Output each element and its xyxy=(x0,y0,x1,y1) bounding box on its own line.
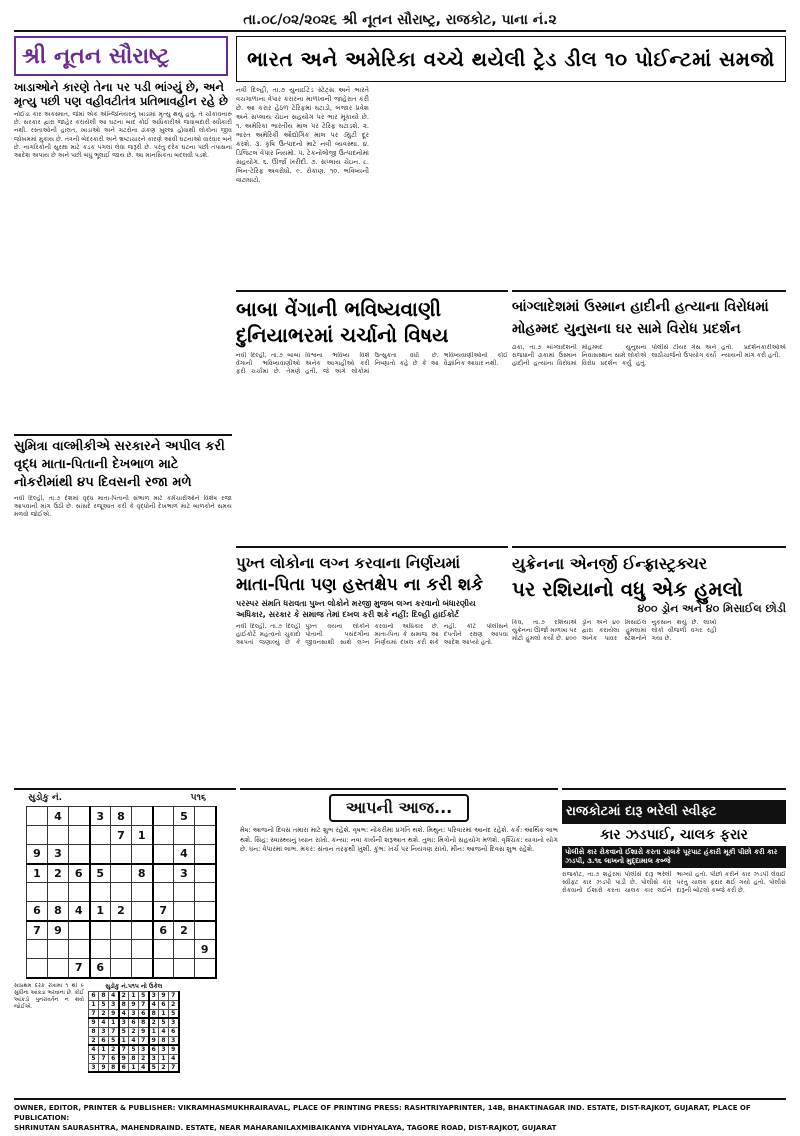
sudoku-cell: 7 xyxy=(111,826,132,845)
sudoku-answer-row xyxy=(89,1027,179,1036)
sudoku-number: ૫૧૬ xyxy=(190,793,206,803)
sudoku-answer-cell: 4 xyxy=(129,1036,139,1045)
sudoku-answer-cell: 4 xyxy=(149,1000,159,1009)
sudoku-answer-cell: 3 xyxy=(129,1009,139,1018)
sudoku-answer-cell: 6 xyxy=(149,1045,159,1054)
sudoku-answer-cell: 4 xyxy=(89,1045,99,1054)
sudoku-cell xyxy=(153,883,174,902)
sudoku-row xyxy=(27,807,216,826)
sudoku-cell: 5 xyxy=(90,864,111,883)
sudoku-cell: 7 xyxy=(153,902,174,921)
sudoku-cell: 9 xyxy=(48,921,69,940)
sudoku-cell xyxy=(69,940,90,959)
sudoku-answer-cell: 7 xyxy=(119,1045,129,1054)
sudoku-cell: 1 xyxy=(132,826,153,845)
sudoku-cell: 9 xyxy=(27,845,48,864)
sudoku-answer-cell: 7 xyxy=(169,991,179,1000)
sudoku-cell xyxy=(69,807,90,826)
sudoku-answer-cell: 2 xyxy=(169,1000,179,1009)
sudoku-cell: 8 xyxy=(132,864,153,883)
sudoku-answer-cell: 4 xyxy=(99,1018,109,1027)
sudoku-cell: 4 xyxy=(69,902,90,921)
sudoku-answer-cell: 4 xyxy=(109,991,119,1000)
sudoku-cell xyxy=(90,883,111,902)
sudoku-answer-cell: 8 xyxy=(159,1036,169,1045)
sudoku-cell: 7 xyxy=(27,921,48,940)
sudoku-cell xyxy=(174,902,195,921)
sudoku-answer-cell: 3 xyxy=(109,1000,119,1009)
baba-body: નવી દિલ્હી, તા.૭ બાબા વેંગાની ભવિષ્યવાણીઓ ફરી ચર્ચામાં છે. તેમણે વિશ્વના ભવિષ્ય વિશે અનેક આગાહીઓ કરી હતી, જે અંગે લોકોમાં ઉત્સુકતા વધી છે. નિષ્ણાતો કહે છે કે આ ભવિષ્યવાણીઓનો કોઈ વૈજ્ઞાનિક આધાર નથી. xyxy=(236,352,508,376)
sudoku-cell: 3 xyxy=(48,845,69,864)
sudoku-cell xyxy=(69,883,90,902)
sudoku-row xyxy=(27,921,216,940)
rajkot-story xyxy=(562,788,786,1094)
sudoku-cell xyxy=(69,921,90,940)
sudoku-cell: 2 xyxy=(48,864,69,883)
sudoku-title-row xyxy=(14,790,236,806)
sudoku-section xyxy=(14,788,236,1094)
sudoku-cell: 3 xyxy=(90,807,111,826)
sudoku-answer-cell: 9 xyxy=(99,1063,109,1072)
sudoku-answer-cell: 5 xyxy=(99,1000,109,1009)
sudoku-answer-cell: 8 xyxy=(119,1000,129,1009)
marriage-headline-2: માતા-પિતા પણ હસ્તક્ષેપ ના કરી શકે xyxy=(236,575,484,595)
sudoku-cell: 6 xyxy=(27,902,48,921)
sudoku-row xyxy=(27,864,216,883)
sudoku-grid xyxy=(26,806,217,979)
imprint-footer xyxy=(14,1098,786,1132)
sudoku-cell xyxy=(48,940,69,959)
sudoku-answer-cell: 6 xyxy=(99,1036,109,1045)
newspaper-page xyxy=(14,10,786,1132)
sudoku-row xyxy=(27,845,216,864)
horoscope-body: મેષ: આજનો દિવસ તમારા માટે શુભ રહેશે. વૃષભ: નોકરીમાં પ્રગતિ થશે. મિથુન: પરિવારમાં આનંદ રહેશે. કર્ક: આર્થિક લાભ થશે. સિંહ: સ્વાસ્થ્યનું ધ્યાન રાખો. કન્યા: નવા કાર્યની શરૂઆત થશે. તુલા: મિત્રોનો સહયોગ મળશે. વૃશ્ચિક: યાત્રાનો યોગ છે. ધન: વેપારમાં લાભ. મકર: સંતાન તરફથી ખુશી. કુંભ: ખર્ચ પર નિયંત્રણ રાખો. મીન: આજનો દિવસ શુભ રહેશે. xyxy=(240,826,558,853)
sudoku-answer-cell: 3 xyxy=(119,1018,129,1027)
sudoku-answer-cell: 3 xyxy=(169,1018,179,1027)
sudoku-cell xyxy=(153,826,174,845)
sudoku-answer-row xyxy=(89,1063,179,1072)
rajkot-headline-2: કાર ઝડપાઈ, ચાલક ફરાર xyxy=(600,827,748,843)
sudoku-answer-row xyxy=(89,1009,179,1018)
ukraine-body: કિવ, તા.૭ રશિયાએ યુક્રેનના ઊર્જા માળખા પર મોટો હુમલો કર્યો છે. ૪૦૦ ડ્રોન અને ૪૦ મિસાઈલ દ્વારા કરાયેલા હુમલામાં અનેક પાવર સ્ટેશનોને નુકસાન થયું છે. લાખો લોકો વીજળી વગર રહી ગયા છે. xyxy=(512,619,717,643)
sudoku-answer-cell: 7 xyxy=(99,1054,109,1063)
sudoku-answer-row xyxy=(89,1045,179,1054)
sudoku-answer-cell: 9 xyxy=(119,1054,129,1063)
sudoku-answer-cell: 8 xyxy=(129,1054,139,1063)
ukraine-headline-1: યુક્રેનના એનર્જી ઈન્ફ્રાસ્ટ્રક્ચર xyxy=(512,554,708,573)
marriage-story xyxy=(236,546,508,784)
horoscope-title: આપની આજ... xyxy=(329,794,469,822)
sudoku-cell: 7 xyxy=(69,959,90,978)
sudoku-answer-cell: 5 xyxy=(169,1009,179,1018)
sudoku-answer-cell: 1 xyxy=(119,1036,129,1045)
sudoku-cell xyxy=(27,940,48,959)
rajkot-body: રાજકોટ, તા.૭ શહેરમાં પોલીસે દારૂ ભરેલી સ્વીફ્ટ કાર ઝડપી પાડી છે. પોલીસે કાર રોકવાનો ઈશારો કરતા ચાલક કાર લઈને ભાગ્યો હતો. પીછો કરીને કાર ઝડપી લેવાઈ પરંતુ ચાલક ફરાર થઈ ગયો હતો. પોલીસે દારૂની બોટલો કબ્જે કરી છે. xyxy=(562,871,786,895)
sudoku-answer-cell: 7 xyxy=(139,1000,149,1009)
imprint-line-2: SHRINUTAN SAURASHTRA, MAHENDRAIND. ESTATE, NEAR MAHARANILAXMIBAIKANYA VIDHYALAYA, TAGORE ROAD, DIST-RAJKOT, GUJARAT xyxy=(14,1124,557,1132)
sudoku-answer-cell: 1 xyxy=(89,1000,99,1009)
sudoku-cell xyxy=(195,845,216,864)
bangladesh-headline-1: બાંગ્લાદેશમાં ઉસ્માન હાદીની હત્યાના વિરોધમાં xyxy=(512,299,769,315)
sudoku-answer-cell: 3 xyxy=(169,1036,179,1045)
sudoku-answer xyxy=(88,983,180,1074)
sudoku-cell xyxy=(195,826,216,845)
sudoku-cell xyxy=(174,826,195,845)
sudoku-answer-cell: 3 xyxy=(139,1045,149,1054)
sudoku-cell xyxy=(195,807,216,826)
sudoku-cell xyxy=(153,845,174,864)
sudoku-answer-cell: 2 xyxy=(89,1036,99,1045)
sudoku-cell xyxy=(27,826,48,845)
sudoku-answer-cell: 2 xyxy=(139,1054,149,1063)
sudoku-answer-cell: 5 xyxy=(149,1063,159,1072)
sudoku-answer-cell: 1 xyxy=(159,1054,169,1063)
imprint-line-1: OWNER, EDITOR, PRINTER & PUBLISHER: VIKRAMHASMUKHRAIRAVAL, PLACE OF PRINTING PRESS: RASHTRIYAPRINTER, 14B, BHAKTINAGAR IND. ESTATE, DIST-RAJKOT, GUJARAT, PLACE OF PUBLICATION: xyxy=(14,1104,751,1122)
sudoku-answer-cell: 6 xyxy=(169,1027,179,1036)
sudoku-answer-cell: 1 xyxy=(129,1063,139,1072)
sudoku-answer-cell: 2 xyxy=(99,1009,109,1018)
sudoku-cell: 2 xyxy=(174,921,195,940)
sudoku-answer-cell: 1 xyxy=(109,1018,119,1027)
sudoku-answer-cell: 1 xyxy=(159,1009,169,1018)
sudoku-answer-cell: 1 xyxy=(149,1027,159,1036)
sudoku-answer-cell: 5 xyxy=(109,1036,119,1045)
sudoku-answer-cell: 7 xyxy=(89,1009,99,1018)
sudoku-answer-title: સુડોકુ નં.૫૧૫ નો ઉકેલ xyxy=(105,982,163,990)
sudoku-cell xyxy=(195,959,216,978)
sudoku-cell xyxy=(174,883,195,902)
sudoku-answer-cell: 2 xyxy=(109,1045,119,1054)
sudoku-cell xyxy=(132,959,153,978)
sudoku-cell: 8 xyxy=(48,902,69,921)
sudoku-cell xyxy=(111,864,132,883)
sudoku-answer-row xyxy=(89,1054,179,1063)
sudoku-answer-cell: 6 xyxy=(139,1009,149,1018)
sudoku-cell xyxy=(195,902,216,921)
sudoku-cell xyxy=(111,883,132,902)
sudoku-cell: 5 xyxy=(174,807,195,826)
sudoku-answer-row xyxy=(89,1000,179,1009)
sudoku-cell xyxy=(27,959,48,978)
sudoku-answer-cell: 7 xyxy=(169,1063,179,1072)
sudoku-cell xyxy=(90,826,111,845)
sudoku-answer-cell: 6 xyxy=(89,991,99,1000)
sudoku-title: સુડોકુ નં. xyxy=(28,793,63,803)
sudoku-cell xyxy=(195,864,216,883)
sudoku-answer-cell: 3 xyxy=(149,991,159,1000)
sudoku-answer-cell: 2 xyxy=(119,991,129,1000)
sudoku-answer-cell: 5 xyxy=(159,1018,169,1027)
sudoku-cell xyxy=(132,845,153,864)
sudoku-answer-cell: 1 xyxy=(99,1045,109,1054)
sudoku-cell xyxy=(69,826,90,845)
sudoku-cell xyxy=(153,940,174,959)
sudoku-answer-cell: 9 xyxy=(109,1009,119,1018)
sudoku-cell: 4 xyxy=(48,807,69,826)
sudoku-cell: 6 xyxy=(153,921,174,940)
sudoku-answer-cell: 2 xyxy=(129,1027,139,1036)
sudoku-answer-cell: 8 xyxy=(109,1063,119,1072)
sudoku-cell xyxy=(132,807,153,826)
sudoku-cell: 1 xyxy=(90,902,111,921)
sudoku-answer-cell: 5 xyxy=(119,1027,129,1036)
sudoku-row xyxy=(27,826,216,845)
trade-headline-box xyxy=(236,36,786,82)
sudoku-cell: 2 xyxy=(111,902,132,921)
sudoku-answer-cell: 6 xyxy=(129,1018,139,1027)
bangladesh-body: ઢાકા, તા.૭ બાંગ્લાદેશની રાજધાની ઢાકામાં ઉસ્માન હાદીની હત્યાના વિરોધમાં મોહમ્મદ યુનુસના નિવાસસ્થાન સામે લોકોએ વિરોધ પ્રદર્શન કર્યું હતું. પોલીસે ટીયર ગેસ અને લાઠીચાર્જનો ઉપયોગ કર્યો હતો. પ્રદર્શનકારીઓએ ન્યાયની માંગ કરી હતી. xyxy=(512,344,786,368)
sudoku-answer-cell: 8 xyxy=(139,1018,149,1027)
sudoku-answer-row xyxy=(89,1036,179,1045)
sudoku-answer-cell: 6 xyxy=(109,1054,119,1063)
sudoku-answer-cell: 9 xyxy=(129,1000,139,1009)
sudoku-answer-cell: 9 xyxy=(159,991,169,1000)
sudoku-answer-cell: 7 xyxy=(139,1036,149,1045)
sumitra-story xyxy=(14,434,232,784)
sudoku-cell xyxy=(48,826,69,845)
sudoku-cell: 1 xyxy=(27,864,48,883)
sudoku-cell xyxy=(90,845,111,864)
sudoku-answer-cell: 1 xyxy=(129,991,139,1000)
sumitra-body: નવી દિલ્હી, તા.૭ દેશમાં વૃદ્ધ માતા-પિતાની સંભાળ માટે કર્મચારીઓને વિશેષ રજા આપવાની માંગ ઉઠી છે. સાંસદે રજૂઆત કરી કે વૃદ્ધોની દેખભાળ માટે બાળકોને સમય મળવો જોઈએ. xyxy=(14,495,232,519)
sudoku-answer-cell: 4 xyxy=(169,1054,179,1063)
page-header: તા.૦૮/૦૨/૨૦૨૬ શ્રી નૂતન સૌરાષ્ટ્ર, રાજકોટ, પાના નં.૨ xyxy=(14,10,786,32)
sumitra-headline: સુમિત્રા વાલ્મીકીએ સરકારને અપીલ કરી વૃદ્ધ માતા-પિતાની દેખભાળ માટે નોકરીમાંથી ૪૫ દિવસની રજા મળે xyxy=(14,439,225,490)
sudoku-answer-cell: 3 xyxy=(99,1027,109,1036)
sudoku-cell xyxy=(69,845,90,864)
sudoku-cell xyxy=(132,921,153,940)
sudoku-cell xyxy=(174,940,195,959)
sudoku-cell xyxy=(153,959,174,978)
sudoku-answer-cell: 2 xyxy=(149,1018,159,1027)
sudoku-answer-row xyxy=(89,1018,179,1027)
sudoku-cell xyxy=(195,883,216,902)
sudoku-cell xyxy=(48,883,69,902)
sudoku-cell xyxy=(153,807,174,826)
sudoku-cell xyxy=(132,940,153,959)
sudoku-cell xyxy=(174,959,195,978)
sudoku-cell xyxy=(195,921,216,940)
sudoku-cell xyxy=(111,921,132,940)
bangladesh-headline-2: મોહમ્મદ યુનુસના ઘર સામે વિરોધ પ્રદર્શન xyxy=(512,321,741,337)
sudoku-answer-cell: 4 xyxy=(139,1063,149,1072)
sudoku-answer-cell: 4 xyxy=(119,1009,129,1018)
sudoku-answer-cell: 9 xyxy=(139,1027,149,1036)
sudoku-cell: 4 xyxy=(174,845,195,864)
sudoku-answer-cell: 3 xyxy=(89,1063,99,1072)
ukraine-subhead: ૪૦૦ ડ્રોન અને ૪૦ મિસાઈલ છોડી xyxy=(637,602,786,615)
sudoku-cell: 6 xyxy=(69,864,90,883)
sudoku-rules: સૌપ્રથમ દરેક રેખામાં ૧ થી ૯ સુધીના આંકડા ભરવાના છે. કોઈ આંકડો પુનરાવર્તન ન થવો જોઈએ. xyxy=(14,982,84,1010)
sudoku-cell xyxy=(111,845,132,864)
sudoku-answer-cell: 2 xyxy=(159,1063,169,1072)
left-story xyxy=(14,80,232,430)
sudoku-answer-cell: 8 xyxy=(99,991,109,1000)
sudoku-answer-row xyxy=(89,991,179,1000)
bangladesh-story xyxy=(512,290,786,542)
sudoku-cell: 3 xyxy=(174,864,195,883)
sudoku-answer-cell: 7 xyxy=(109,1027,119,1036)
rajkot-subhead: પોલીસે કાર રોકવાનો ઈશારો કરતા ચાલકે પૂરપાટ હંકારી મૂકી પીછો કરી કાર ઝડપી, ૩.૧૬ લાખનો મુદ્દામાલ કબ્જે xyxy=(562,846,786,868)
left-story-body: નોઈડા કાર અકસ્માત, જેમાં એક એન્જિનિયરનું ખાડામાં મૃત્યુ થયું હતું, તે ચોંકાવનારું છે. સરકાર દ્વારા જાહેર કરાયેલી આ ઘટના બાદ કોઈ અધિકારીએ જવાબદારી સ્વીકારી નથી. રસ્તાઓની હાલત, ખાડાઓ અને ગટરોના ઢાંકણ ખુલ્લા હોવાથી લોકોના જીવ જોખમમાં મુકાય છે. તંત્રની બેદરકારી અને ભ્રષ્ટાચારને કારણે આવી ઘટનાઓ વારંવાર બને છે. નાગરિકોની સુરક્ષા માટે કડક પગલાં લેવા જરૂરી છે. પરંતુ દરેક ઘટના પછી તપાસના આદેશ અપાય છે અને પછી બધું ભૂલાઈ જાય છે. આ માનસિકતા બદલવી પડશે. xyxy=(14,111,232,160)
marriage-headline-1: પુખ્ત લોકોના લગ્ન કરવાના નિર્ણયમાં xyxy=(236,554,461,572)
sudoku-answer-cell: 5 xyxy=(89,1054,99,1063)
baba-headline-1: બાબા વેંગાની ભવિષ્યવાણી xyxy=(236,297,442,321)
sudoku-row xyxy=(27,959,216,978)
sudoku-row xyxy=(27,883,216,902)
sudoku-answer-cell: 8 xyxy=(89,1027,99,1036)
ukraine-headline-2: પર રશિયાનો વધુ એક હુમલો xyxy=(512,577,743,601)
left-story-headline: ખાડાઓને કારણે તેના પર પડી ભાંગ્યું છે, અને મૃત્યુ પછી પણ વહીવટીતંત્ર પ્રતિભાવહીન રહે છે xyxy=(14,80,228,108)
sudoku-cell xyxy=(90,940,111,959)
sudoku-answer-cell: 4 xyxy=(159,1027,169,1036)
masthead-logo xyxy=(14,36,228,76)
sudoku-cell xyxy=(27,883,48,902)
marriage-body: નવી દિલ્હી, તા.૭ દિલ્હી હાઈકોર્ટે મહત્વનો ચુકાદો આપતાં જણાવ્યું છે કે પુખ્ત વયના લોકોને પોતાની પસંદગીના જીવનસાથી સાથે લગ્ન કરવાનો અધિકાર છે. માતા-પિતા કે સમાજ આ નિર્ણયમાં દખલ કરી શકે નહીં. કોર્ટે પોલીસને દંપતીને રક્ષણ આપવા આદેશ આપ્યો હતો. xyxy=(236,623,508,647)
rajkot-headline-1: રાજકોટમાં દારૂ ભરેલી સ્વીફ્ટ xyxy=(562,800,786,824)
trade-body-text: નવી દિલ્હી, તા.૭ યુનાઈટેડ સ્ટેટ્સ અને ભારતે વચગાળાના વેપાર કરારના માળખાની જાહેરાત કરી છે. આ કરાર હેઠળ ટેરિફમાં ઘટાડો, બજાર પ્રવેશ અને સપ્લાય ચેઇન સહયોગ પર ભાર મૂકાયો છે. ૧. અમેરિકા ભારતીય માલ પર ટેરિફ ઘટાડશે. ૨. ભારત અમેરિકી ઔદ્યોગિક માલ પર ડ્યુટી દૂર કરશે. ૩. કૃષિ ઉત્પાદનો માટે નવી વ્યવસ્થા. ૪. ડિજિટલ વેપાર નિયમો. ૫. ટેકનોલોજી ઉત્પાદનોમાં સહયોગ. ૬. ઊર્જા ખરીદી. ૭. સપ્લાય ચેઇન. ૮. બિન-ટેરિફ અવરોધો. ૯. રોકાણ. ૧૦. ભવિષ્યની વાટાઘાટો. xyxy=(236,86,369,184)
sudoku-cell xyxy=(111,959,132,978)
sudoku-answer-cell: 5 xyxy=(139,991,149,1000)
sudoku-cell: 9 xyxy=(195,940,216,959)
sudoku-cell xyxy=(48,959,69,978)
sudoku-answer-cell: 6 xyxy=(159,1000,169,1009)
trade-body xyxy=(236,86,786,286)
sudoku-cell xyxy=(27,807,48,826)
sudoku-answer-cell: 3 xyxy=(149,1054,159,1063)
sudoku-cell: 8 xyxy=(111,807,132,826)
sudoku-cell: 6 xyxy=(90,959,111,978)
sudoku-answer-cell: 9 xyxy=(89,1018,99,1027)
sudoku-answer-area xyxy=(14,983,236,1074)
sudoku-cell xyxy=(153,864,174,883)
horoscope-section xyxy=(240,788,558,1094)
sudoku-cell xyxy=(132,902,153,921)
sudoku-answer-cell: 8 xyxy=(149,1009,159,1018)
sudoku-cell xyxy=(132,883,153,902)
sudoku-row xyxy=(27,902,216,921)
sudoku-answer-cell: 5 xyxy=(129,1045,139,1054)
sudoku-answer-cell: 9 xyxy=(149,1036,159,1045)
sudoku-row xyxy=(27,940,216,959)
sudoku-answer-cell: 3 xyxy=(159,1045,169,1054)
sudoku-answer-grid xyxy=(88,991,180,1074)
sudoku-cell xyxy=(111,940,132,959)
sudoku-answer-cell: 6 xyxy=(119,1063,129,1072)
sudoku-answer-cell: 9 xyxy=(169,1045,179,1054)
trade-headline: ભારત અને અમેરિકા વચ્ચે થયેલી ટ્રેડ ડીલ ૧૦ પોઈન્ટમાં સમજો xyxy=(247,47,775,71)
baba-story xyxy=(236,290,508,542)
sudoku-cell xyxy=(90,921,111,940)
marriage-subhead: પરસ્પર સંમતિ ધરાવતા પુખ્ત લોકોને મરજી મુજબ લગ્ન કરવાનો બંધારણીય અધિકાર, સરકાર કે સમાજ તેમાં દખલ કરી શકે નહીં: દિલ્હી હાઈકોર્ટ xyxy=(236,599,476,619)
logo-text: શ્રી નૂતન સૌરાષ્ટ્ર xyxy=(22,43,170,69)
ukraine-story xyxy=(512,546,786,784)
baba-headline-2: દુનિયાભરમાં ચર્ચાનો વિષય xyxy=(236,323,449,347)
